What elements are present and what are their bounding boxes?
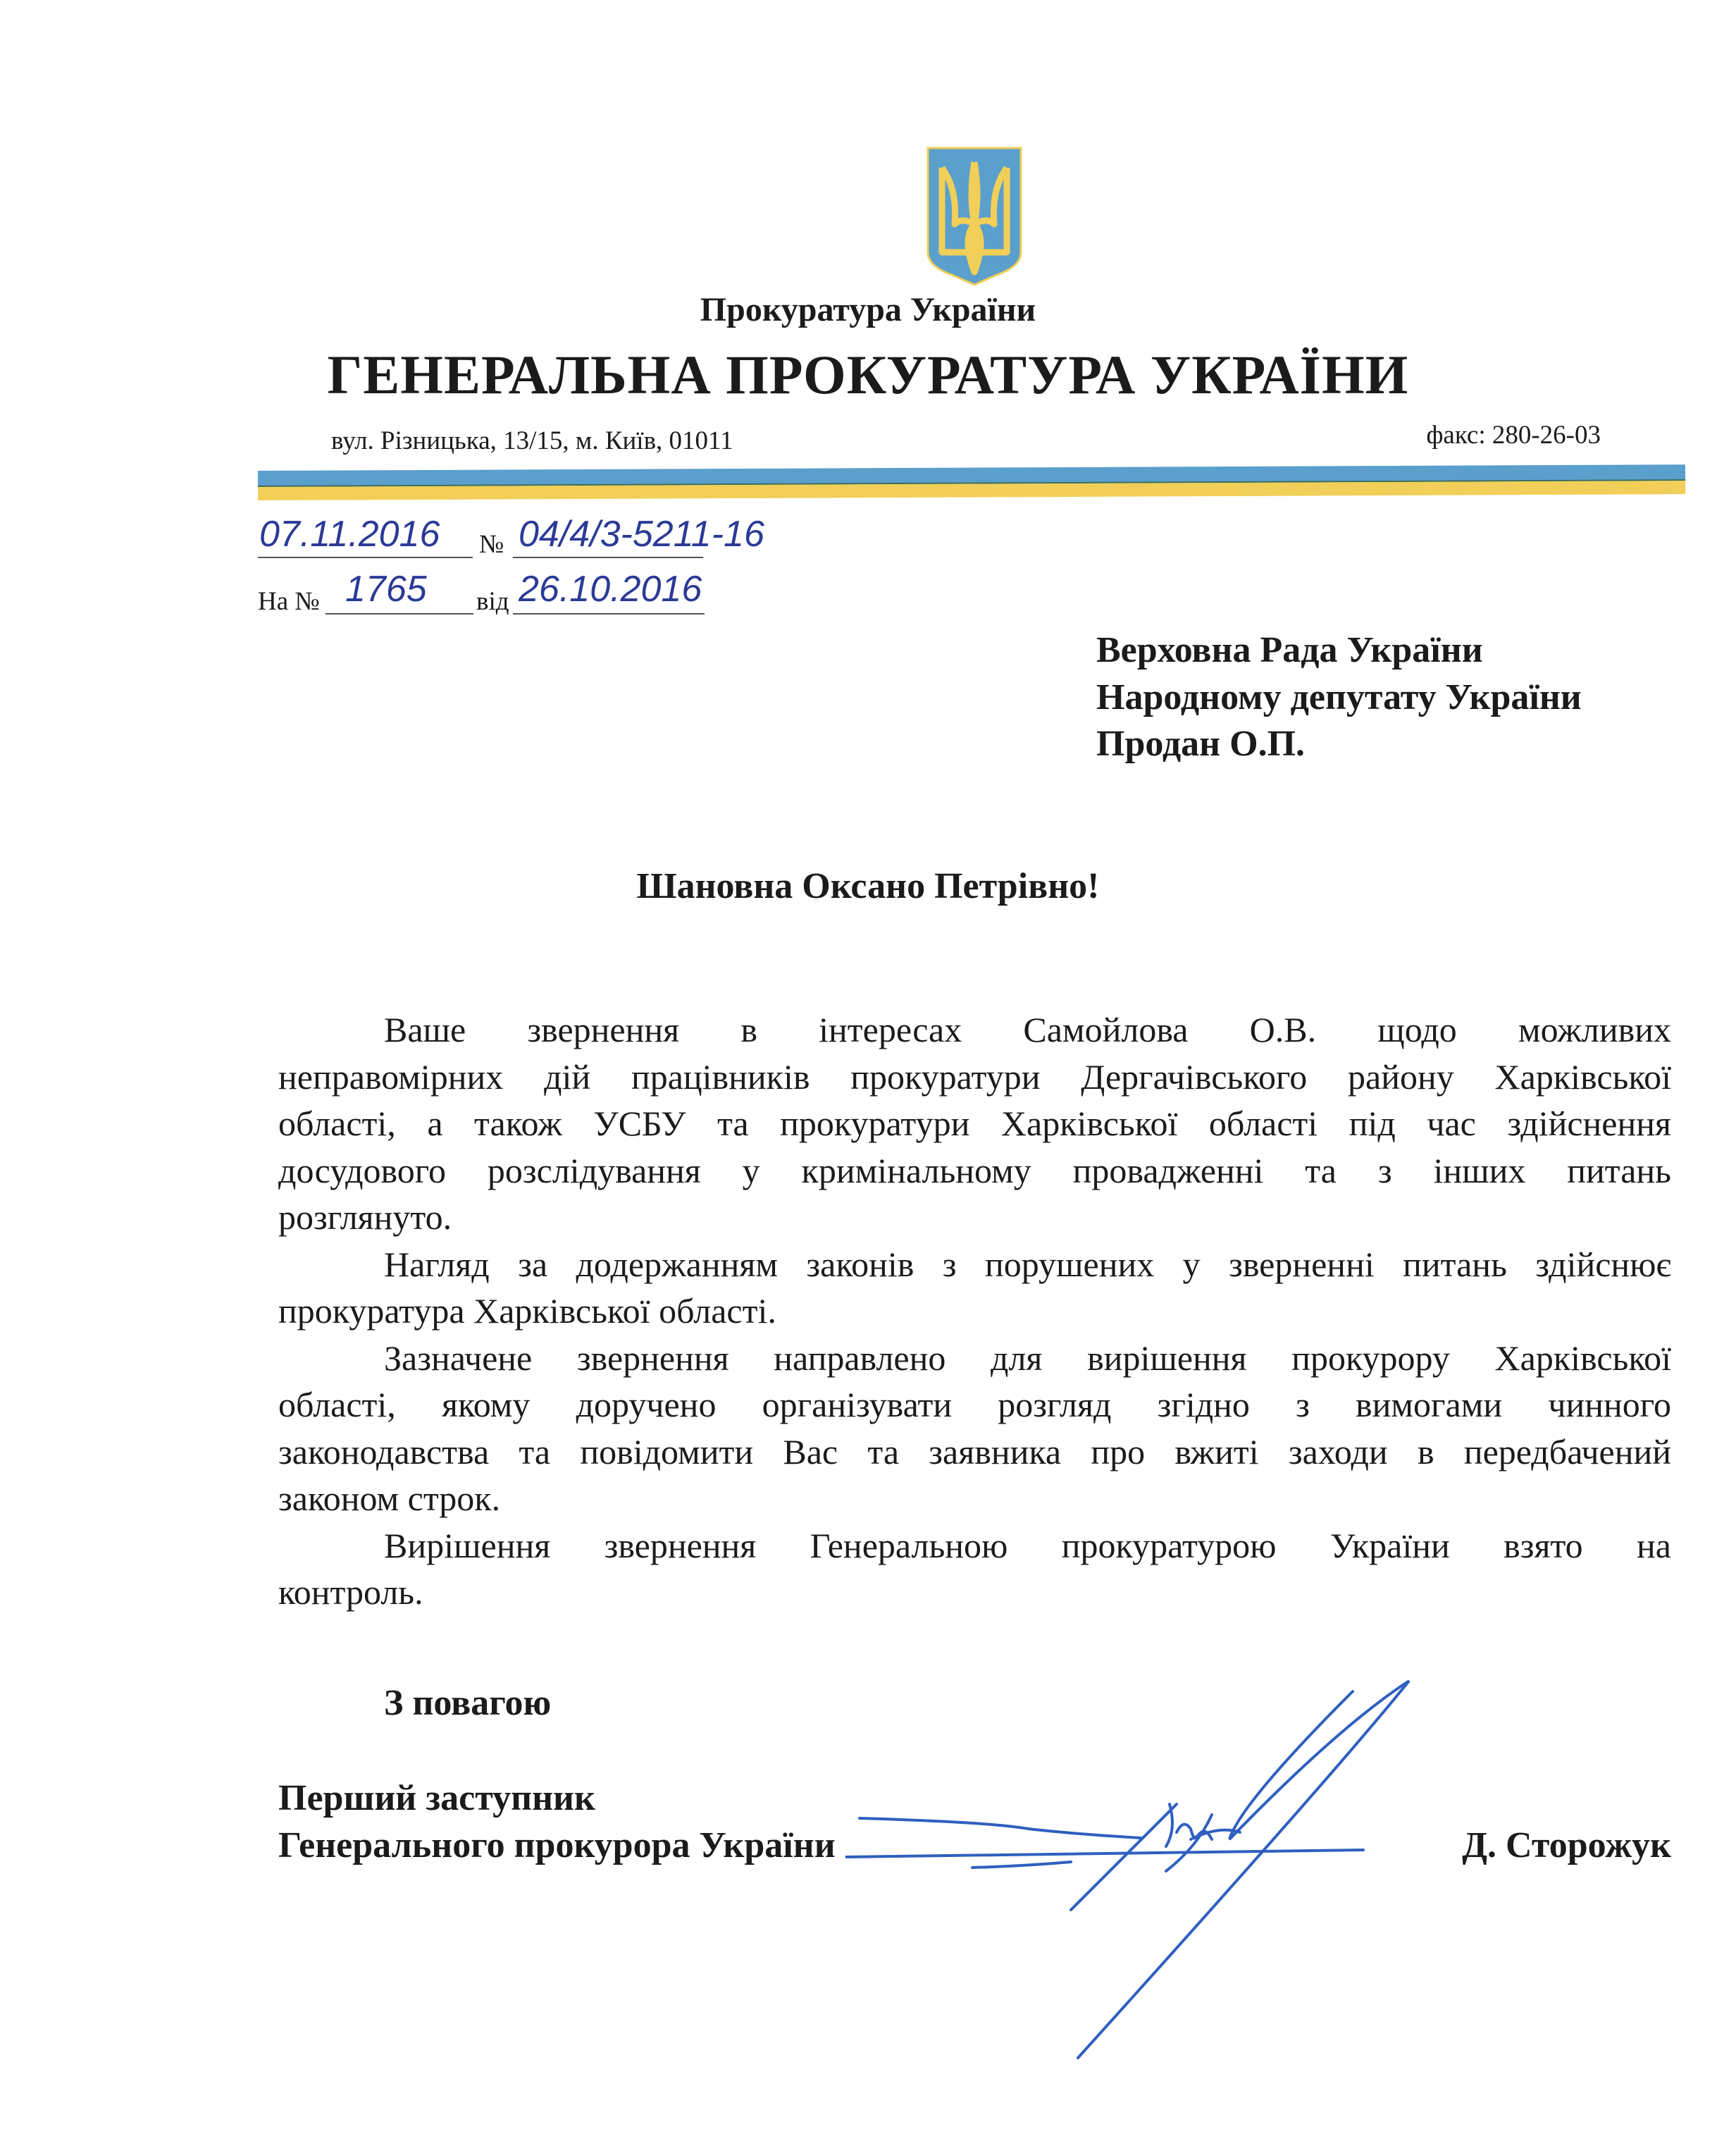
signatory-position-line1: Перший заступник [278, 1778, 595, 1818]
flag-stripe-divider [258, 464, 1685, 500]
number-label: № [479, 530, 504, 559]
date-underline [258, 557, 473, 558]
body-text-line: розглянуто. [278, 1197, 452, 1237]
recipient-line: Народному депутату України [1096, 677, 1582, 717]
reply-number-underline [326, 613, 473, 615]
number-underline [513, 557, 703, 558]
letter-body [278, 1006, 1671, 1616]
organization-title: ГЕНЕРАЛЬНА ПРОКУРАТУРА УКРАЇНИ [327, 344, 1409, 405]
reply-date-underline [513, 613, 705, 615]
body-text-line: області, якому доручено організувати розгляд згідно з вимогами чинного [278, 1385, 1671, 1424]
body-text-line: області, а також УСБУ та прокуратури Харківської області під час здійснення [278, 1104, 1671, 1143]
body-text-line: законом строк. [278, 1479, 501, 1518]
outgoing-number: 04/4/3-5211-16 [519, 514, 764, 555]
organization-fax: факс: 280-26-03 [1426, 421, 1601, 450]
body-text-line: досудового розслідування у кримінальному провадженні та з інших питань [278, 1150, 1671, 1190]
body-text-line: Нагляд за додержанням законів з порушених у зверненні питань здійснює [384, 1244, 1671, 1284]
body-text-line: неправомірних дій працівників прокуратури Дергачівського району Харківської [278, 1056, 1671, 1097]
regards: З повагою [384, 1683, 552, 1723]
reply-to-number: 1765 [345, 569, 427, 610]
greeting: Шановна Оксано Петрівно! [636, 866, 1100, 906]
body-text-line: законодавства та повідомити Вас та заявника про вжиті заходи в передбачений [278, 1431, 1671, 1472]
ukraine-trident-emblem-icon [926, 147, 1022, 286]
outgoing-date: 07.11.2016 [259, 514, 440, 555]
organization-address: вул. Різницька, 13/15, м. Київ, 01011 [331, 426, 733, 455]
recipient-line: Продан О.П. [1096, 724, 1306, 764]
body-text-line: Вирішення звернення Генеральною прокуратурою України взято на [384, 1525, 1671, 1565]
organization-subtitle: Прокуратура України [700, 291, 1036, 328]
body-text-line: прокуратура Харківської області. [278, 1291, 776, 1331]
signatory-position-line2: Генерального прокурора України [278, 1825, 836, 1865]
from-label: від [476, 587, 509, 616]
body-text-line: Зазначене звернення направлено для вирішення прокурору Харківської [384, 1338, 1671, 1378]
signatory-name: Д. Сторожук [1462, 1825, 1671, 1865]
body-text-line: контроль. [278, 1572, 423, 1612]
body-text-line: Ваше звернення в інтересах Самойлова О.В. щодо можливих [384, 1010, 1671, 1049]
reply-to-label: На № [258, 587, 320, 616]
recipient-line: Верховна Рада України [1096, 630, 1483, 670]
handwritten-signature [845, 1677, 1480, 2072]
reply-to-date: 26.10.2016 [519, 569, 702, 610]
